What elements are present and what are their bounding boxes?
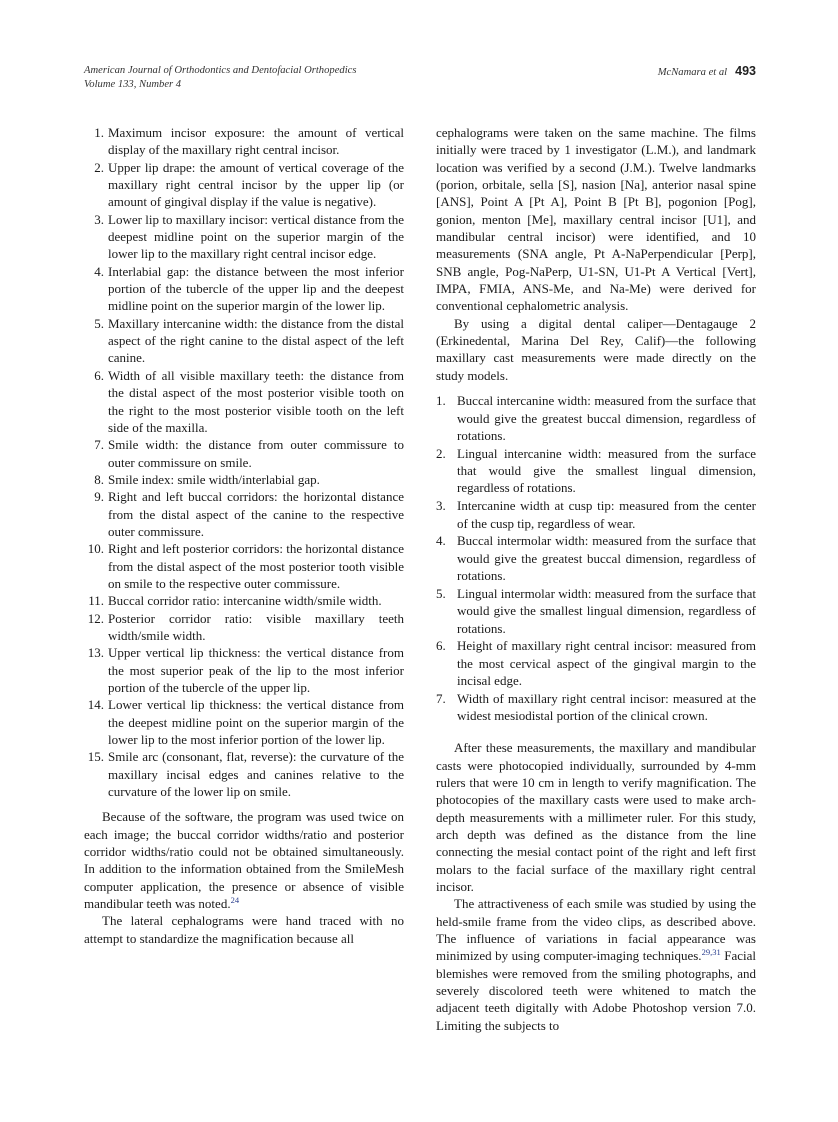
list-item xyxy=(436,497,756,532)
list-item-text: Posterior corridor ratio: visible maxillary teeth width/smile width. xyxy=(108,610,404,643)
page-info xyxy=(658,64,756,80)
list-item-number: 9. xyxy=(94,489,104,505)
list-item xyxy=(84,592,404,609)
list-item-text: Right and left posterior corridors: the horizontal distance from the distal aspect of the most posterior tooth visible on smile to the respective outer commissure. xyxy=(108,541,404,591)
list-item xyxy=(84,159,404,211)
list-item-text: Lower vertical lip thickness: the vertical distance from the deepest midline point on the superior margin of the lower lip to the most inferior portion of the lower lip. xyxy=(108,697,404,748)
list-item-number: 5. xyxy=(94,315,104,331)
list-item-text: Interlabial gap: the distance between the most inferior portion of the tubercle of the upper lip and the deepest midline point on the superior margin of the lower lip. xyxy=(108,263,404,314)
list-item-number: 3. xyxy=(436,498,446,514)
list-item-number: 7. xyxy=(436,691,446,706)
list-item-text: Buccal intermolar width: measured from the surface that would give the greatest buccal dimension, regardless of rotations. xyxy=(457,533,756,584)
list-item-text: Width of maxillary right central incisor: measured at the widest mesiodistal portion of the clinical crown. xyxy=(457,691,756,724)
list-item-text: Smile width: the distance from outer commissure to outer commissure on smile. xyxy=(108,437,404,470)
smile-measurement-list xyxy=(84,124,404,800)
list-item xyxy=(436,637,756,689)
list-item-text: Lingual intercanine width: measured from the surface that would give the smallest lingual dimension, regardless of rotations. xyxy=(457,445,756,496)
list-item xyxy=(436,585,756,637)
list-item-number: 2. xyxy=(436,445,446,461)
list-item-number: 2. xyxy=(94,159,104,175)
list-item-text: Intercanine width at cusp tip: measured from the center of the cusp tip, regardless of wear. xyxy=(457,498,756,531)
list-item-number: 8. xyxy=(94,471,104,487)
list-item xyxy=(436,392,756,444)
list-item-text: Maxillary intercanine width: the distance from the distal aspect of the right canine to the distal aspect of the left canine. xyxy=(108,315,404,366)
list-item-text: Lower lip to maxillary incisor: vertical distance from the deepest midline point on the superior margin of the lower lip to the maxillary right central incisor edge. xyxy=(108,211,404,262)
paragraph-cephalograms: The lateral cephalograms were hand traced with no attempt to standardize the magnification because all xyxy=(84,913,404,946)
list-item-number: 3. xyxy=(94,211,104,227)
reference-link[interactable]: 29,31 xyxy=(701,947,721,958)
list-item-text: Buccal corridor ratio: intercanine width/smile width. xyxy=(108,593,382,609)
cast-measurement-list xyxy=(436,392,756,725)
paragraph-caliper: By using a digital dental caliper—Dentagauge 2 (Erkinedental, Marina Del Rey, Calif)—the following maxillary cast measurements were made directly on the study models. xyxy=(436,315,756,383)
list-item-number: 4. xyxy=(436,533,446,549)
list-item-number: 12. xyxy=(87,610,104,626)
list-item xyxy=(436,690,756,725)
journal-info xyxy=(84,64,356,92)
paragraph-software: Because of the software, the program was used twice on each image; the buccal corridor widths/ratio and posterior corridor widths/ratio could not be obtained simultaneously. In addition to the information obtained from the SmileMesh computer application, the presence or absence of visible mandibular teeth was noted.$^{24}$ xyxy=(84,809,404,912)
list-item-text: Lingual intermolar width: measured from the surface that would give the smallest lingual dimension, regardless of rotations. xyxy=(457,585,756,636)
list-item xyxy=(84,263,404,315)
list-item-number: 6. xyxy=(436,638,446,654)
authors: McNamara et al xyxy=(657,67,728,78)
list-item-text: Smile index: smile width/interlabial gap. xyxy=(108,471,320,487)
list-item-number: 4. xyxy=(94,263,104,279)
left-column xyxy=(84,124,404,947)
list-item-number: 7. xyxy=(94,437,104,453)
list-item-text: Smile arc (consonant, flat, reverse): the curvature of the maxillary incisal edges and canines relative to the curvature of the lower lip on smile. xyxy=(108,749,404,800)
paragraph-photocopy: After these measurements, the maxillary and mandibular casts were photocopied individually, surrounded by 4-mm rulers that were 10 cm in length to verify magnification. The photocopies of the maxillary casts were used to make arch-depth measurements with a millimeter ruler. For this study, arch depth was defined as the distance from the line connecting the mesial contact point of the right and left first molars to the facial surface of the maxillary right central incisor. xyxy=(436,740,756,894)
paragraph-cephalograms-continued: cephalograms were taken on the same machine. The films initially were traced by 1 investigator (L.M.), and landmark location was verified by a second (J.M.). Twelve landmarks (porion, orbitale, sella [S], nasion [Na], anterior nasal spine [ANS], Point A [Pt A], Point B [Pt B], pogonion [Pog], gonion, menton [Me], maxillary central incisor [U1], and mandibular central incisor) were identified, and 10 measurements (SNA angle, Pt A-NaPerpendicular [Perp], SNB angle, Pog-NaPerp, U1-SN, U1-Pt A Vertical [Vert], IMPA, FMIA, ANS-Me, and Na-Me) were derived for conventional cephalometric analysis. xyxy=(436,125,756,314)
list-item-number: 6. xyxy=(94,367,104,383)
list-item-text: Upper lip drape: the amount of vertical coverage of the maxillary right central incisor by the upper lip (or amount of gingival display if the value is negative). xyxy=(108,159,404,210)
list-item xyxy=(84,610,404,645)
journal-title: American Journal of Orthodontics and Dentofacial Orthopedics xyxy=(84,65,357,76)
right-column xyxy=(436,124,756,1034)
list-item-number: 5. xyxy=(436,585,446,601)
list-item xyxy=(84,748,404,800)
list-item xyxy=(84,211,404,263)
list-item xyxy=(84,315,404,367)
list-item-number: 1. xyxy=(436,393,446,409)
list-item-text: Width of all visible maxillary teeth: the distance from the distal aspect of the most posterior visible tooth on the right to the most posterior visible tooth on the left side of the maxilla. xyxy=(108,367,404,435)
list-item xyxy=(84,644,404,696)
list-item xyxy=(84,696,404,748)
list-item-number: 14. xyxy=(87,697,104,713)
list-item xyxy=(436,445,756,497)
list-item-text: Maximum incisor exposure: the amount of vertical display of the maxillary right central incisor. xyxy=(108,125,404,158)
list-item-text: Upper vertical lip thickness: the vertical distance from the most superior peak of the lip to the most inferior portion of the tubercle of the upper lip. xyxy=(108,645,404,695)
list-item xyxy=(84,436,404,471)
paragraph-attractiveness: The attractiveness of each smile was studied by using the held-smile frame from the video clips, as described above. The influence of variations in facial appearance was minimized by using computer-imaging techniques.$^{29,31}$ Facial blemishes were removed from the smiling photographs, and severely discolored teeth were whitened to match the adjacent teeth digitally with Adobe Photoshop version 7.0. Limiting the subjects to xyxy=(436,896,756,1033)
list-item xyxy=(84,124,404,159)
list-item xyxy=(436,532,756,584)
list-item-number: 13. xyxy=(87,645,104,661)
list-item-number: 1. xyxy=(94,125,104,140)
list-item xyxy=(84,488,404,540)
list-item-text: Buccal intercanine width: measured from the surface that would give the greatest buccal dimension, regardless of rotations. xyxy=(457,393,756,443)
list-item-number: 10. xyxy=(87,541,104,557)
page-number: 493 xyxy=(735,64,756,78)
list-item-text: Height of maxillary right central incisor: measured from the most cervical aspect of the gingival margin to the incisal edge. xyxy=(457,638,756,689)
list-item-number: 15. xyxy=(87,749,104,765)
list-item xyxy=(84,367,404,436)
list-item-text: Right and left buccal corridors: the horizontal distance from the distal aspect of the canine to the respective outer commissure. xyxy=(108,489,404,539)
list-item xyxy=(84,471,404,488)
list-item-number: 11. xyxy=(88,593,104,609)
reference-link[interactable]: 24 xyxy=(230,895,240,906)
journal-volume: Volume 133, Number 4 xyxy=(84,79,182,90)
list-item xyxy=(84,540,404,592)
